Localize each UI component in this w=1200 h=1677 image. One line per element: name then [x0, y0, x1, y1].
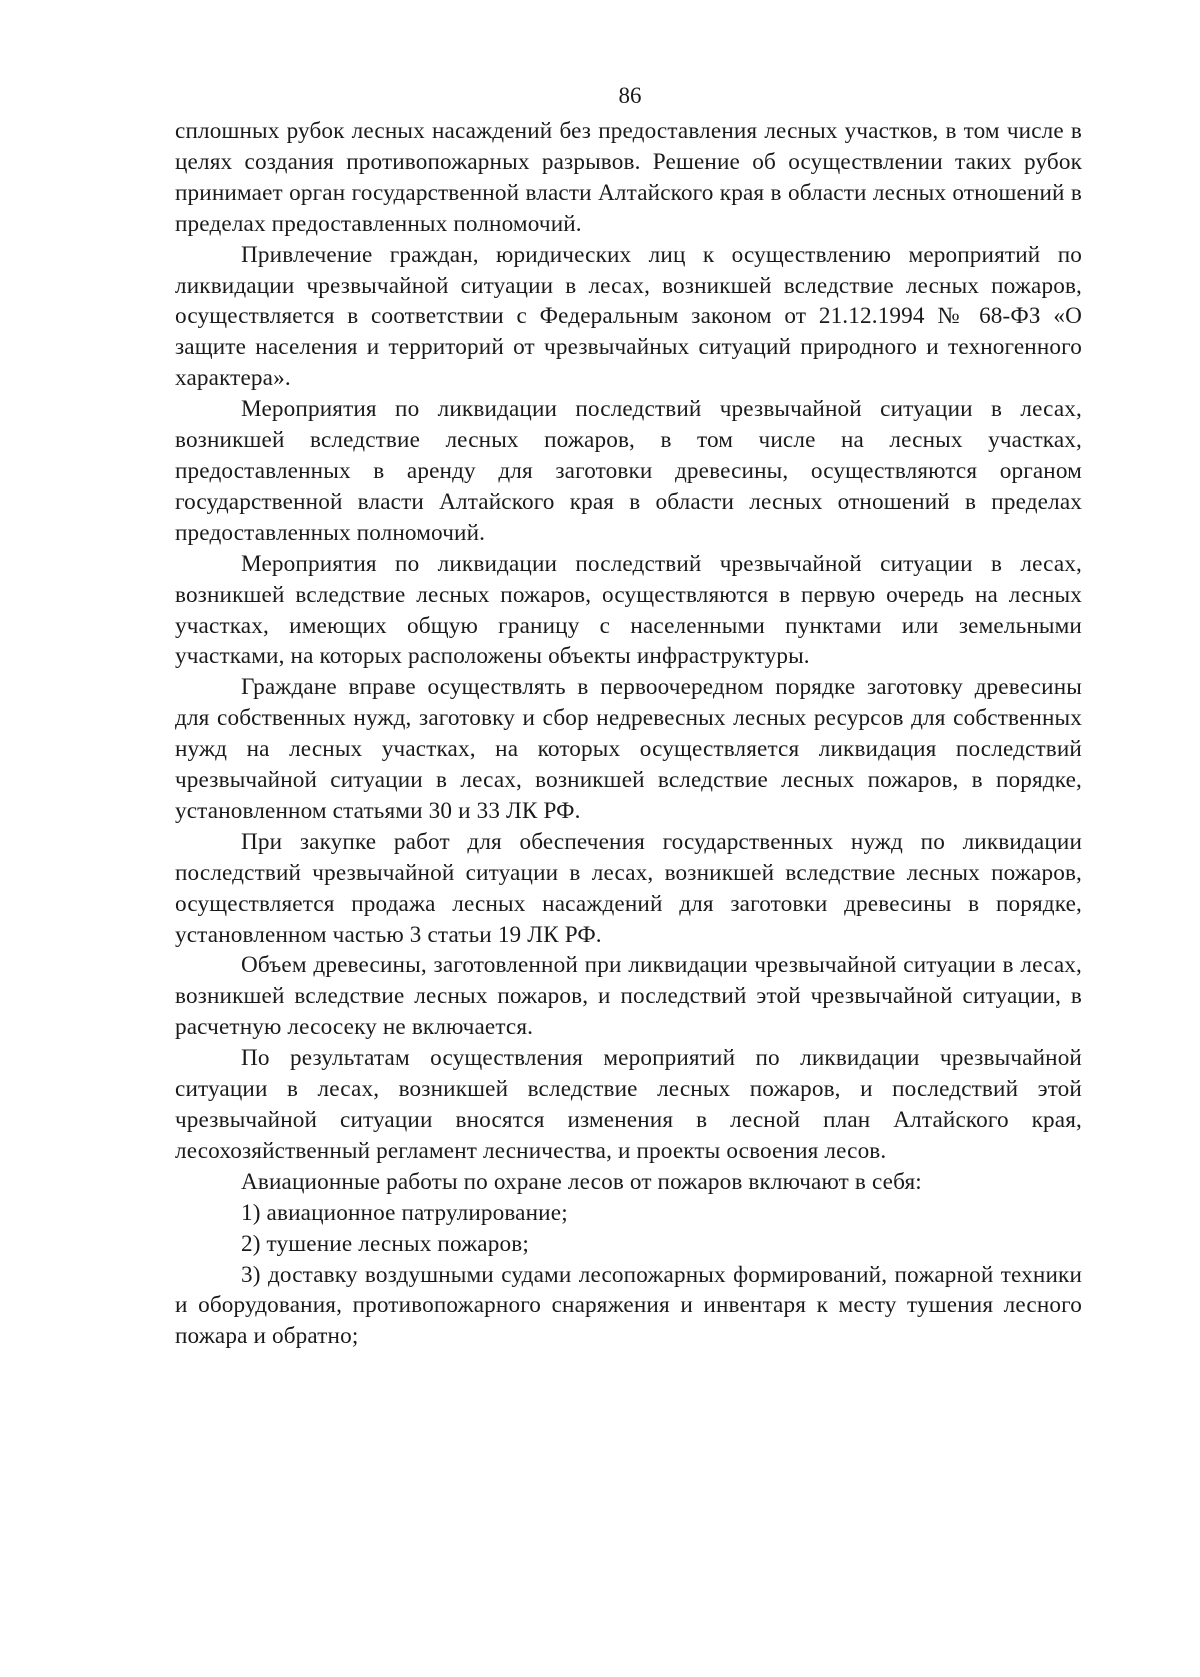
- list-item: 1) авиационное патрулирование;: [241, 1199, 568, 1226]
- paragraph-continuation: сплошных рубок лесных насаждений без предоставления лесных участков, в том числе в целях создания противопожарных разрывов. Решение об осуществлении таких рубок принимает орган государственной власти Алтайского края в области лесных отношений в пределах предоставленных полномочий.: [175, 118, 1082, 237]
- document-body: [175, 116, 1082, 1352]
- paragraph: Привлечение граждан, юридических лиц к осуществлению мероприятий по ликвидации чрезвычайной ситуации в лесах, возникшей вследствие лесных пожаров, осуществляется в соответствии с Федеральным законом от 21.12.1994 № 68-ФЗ «О защите населения и территорий от чрезвычайных ситуаций природного и техногенного характера».: [175, 241, 1082, 392]
- list-item: 2) тушение лесных пожаров;: [241, 1230, 529, 1257]
- paragraph: При закупке работ для обеспечения государственных нужд по ликвидации последствий чрезвычайной ситуации в лесах, возникшей вследствие лесных пожаров, осуществляется продажа лесных насаждений для заготовки древесины в порядке, установленном частью 3 статьи 19 ЛК РФ.: [175, 828, 1082, 948]
- paragraph: По результатам осуществления мероприятий по ликвидации чрезвычайной ситуации в лесах, возникшей вследствие лесных пожаров, и последствий этой чрезвычайной ситуации вносятся изменения в лесной план Алтайского края, лесохозяйственный регламент лесничества, и проекты освоения лесов.: [175, 1045, 1082, 1164]
- paragraph: Граждане вправе осуществлять в первоочередном порядке заготовку древесины для собственных нужд, заготовку и сбор недревесных лесных ресурсов для собственных нужд на лесных участках, на которых осуществляется ликвидация последствий чрезвычайной ситуации в лесах, возникшей вследствие лесных пожаров, в порядке, установленном статьями 30 и 33 ЛК РФ.: [175, 674, 1082, 824]
- paragraph: Авиационные работы по охране лесов от пожаров включают в себя:: [241, 1168, 922, 1195]
- paragraph: Объем древесины, заготовленной при ликвидации чрезвычайной ситуации в лесах, возникшей вследствие лесных пожаров, и последствий этой чрезвычайной ситуации, в расчетную лесосеку не включается.: [175, 952, 1082, 1041]
- page-number: 86: [618, 83, 642, 108]
- list-item: 3) доставку воздушными судами лесопожарных формирований, пожарной техники и оборудования, противопожарного снаряжения и инвентаря к месту тушения лесного пожара и обратно;: [175, 1261, 1082, 1350]
- paragraph: Мероприятия по ликвидации последствий чрезвычайной ситуации в лесах, возникшей вследствие лесных пожаров, осуществляются в первую очередь на лесных участках, имеющих общую границу с населенными пунктами или земельными участками, на которых расположены объекты инфраструктуры.: [175, 550, 1082, 670]
- paragraph: Мероприятия по ликвидации последствий чрезвычайной ситуации в лесах, возникшей вследствие лесных пожаров, в том числе на лесных участках, предоставленных в аренду для заготовки древесины, осуществляются органом государственной власти Алтайского края в области лесных отношений в пределах предоставленных полномочий.: [175, 396, 1082, 546]
